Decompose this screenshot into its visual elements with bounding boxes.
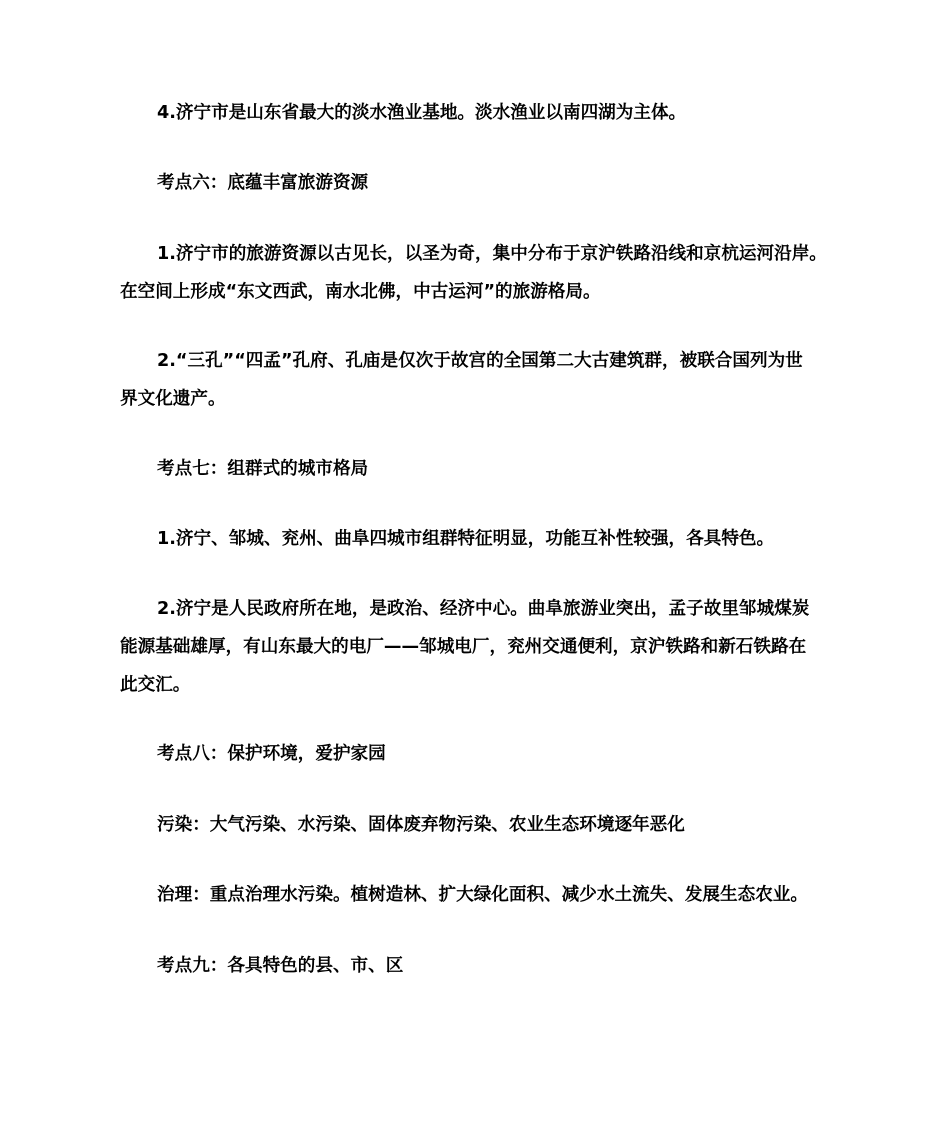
paragraph-city-functions-line-3: 此交汇。	[120, 675, 191, 695]
paragraph-city-functions-line-2: 能源基础雄厚，有山东最大的电厂——邹城电厂，兖州交通便利，京沪铁路和新石铁路在	[120, 637, 807, 657]
heading-section-6: 考点六：底蕴丰富旅游资源	[157, 173, 369, 193]
paragraph-pollution: 污染：大气污染、水污染、固体废弃物污染、农业生态环境逐年恶化	[157, 815, 685, 835]
heading-section-8: 考点八：保护环境，爱护家园	[157, 744, 386, 764]
paragraph-sankong-line-1: 2.“三孔”“四孟”孔府、孔庙是仅次于故宫的全国第二大古建筑群，被联合国列为世	[157, 351, 803, 371]
paragraph-tourism-resources-line-2: 在空间上形成“东文西武，南水北佛，中古运河”的旅游格局。	[120, 282, 601, 302]
paragraph-city-functions-line-1: 2.济宁是人民政府所在地，是政治、经济中心。曲阜旅游业突出，孟子故里邹城煤炭	[157, 599, 810, 619]
paragraph-sankong-line-2: 界文化遗产。	[120, 389, 226, 409]
heading-section-7: 考点七：组群式的城市格局	[157, 459, 369, 479]
paragraph-tourism-resources-line-1: 1.济宁市的旅游资源以古见长，以圣为奇，集中分布于京沪铁路沿线和京杭运河沿岸。	[157, 244, 827, 264]
paragraph-governance: 治理：重点治理水污染。植树造林、扩大绿化面积、减少水土流失、发展生态农业。	[157, 885, 808, 905]
paragraph-city-cluster: 1.济宁、邹城、兖州、曲阜四城市组群特征明显，功能互补性较强，各具特色。	[157, 529, 775, 549]
heading-section-9: 考点九：各具特色的县、市、区	[157, 956, 404, 976]
paragraph-fishery: 4.济宁市是山东省最大的淡水渔业基地。淡水渔业以南四湖为主体。	[157, 103, 687, 123]
